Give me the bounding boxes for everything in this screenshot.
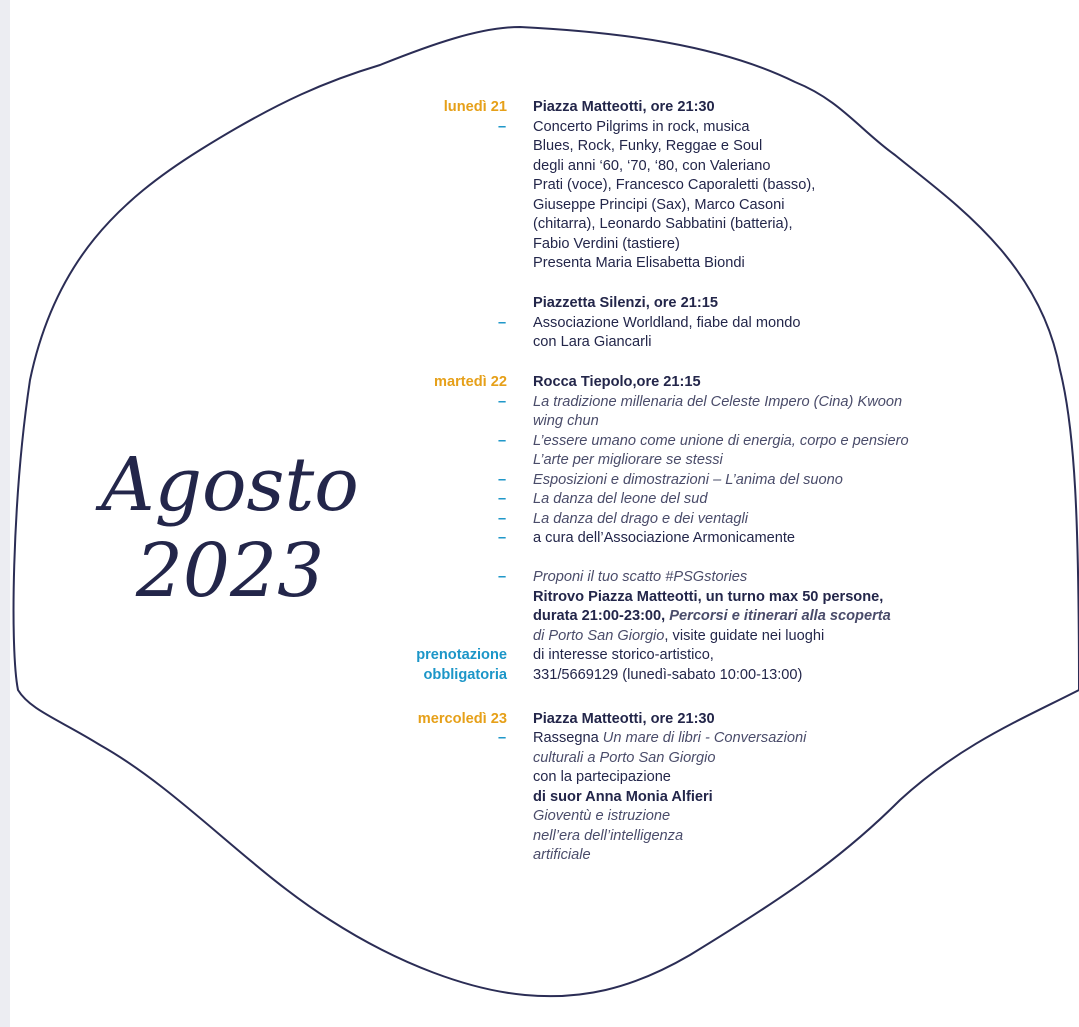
bullet-dash: – <box>498 433 507 449</box>
event-text: L’arte per migliorare se stessi <box>533 452 723 468</box>
event-text: Proponi il tuo scatto #PSGstories <box>533 569 748 585</box>
bullet-dash: – <box>498 511 507 527</box>
event-text: Associazione Worldland, fiabe dal mondo <box>533 315 801 331</box>
event-text: La danza del leone del sud <box>533 491 708 507</box>
event-text-normal: , visite guidate nei luoghi <box>664 628 825 644</box>
bullet-dash: – <box>498 491 507 507</box>
bullet-dash: – <box>498 315 507 331</box>
day-label: lunedì 21 <box>443 99 507 115</box>
event-text: di Porto San Giorgio, visite guidate nei luoghi <box>533 628 825 644</box>
bullet-dash: – <box>498 530 507 546</box>
event-text: Prati (voce), Francesco Caporaletti (basso), <box>533 177 816 193</box>
booking-note: obbligatoria <box>423 667 507 683</box>
event-text: Piazza Matteotti, ore 21:30 <box>533 711 715 727</box>
event-text: Giuseppe Principi (Sax), Marco Casoni <box>533 197 785 213</box>
event-text: wing chun <box>533 413 599 429</box>
bullet-dash: – <box>498 730 507 746</box>
event-text: Esposizioni e dimostrazioni – L’anima del suono <box>533 472 843 488</box>
event-text-italic: Un mare di libri - Conversazioni <box>598 730 807 746</box>
event-text: Concerto Pilgrims in rock, musica <box>533 119 750 135</box>
event-text: Presenta Maria Elisabetta Biondi <box>533 255 745 271</box>
event-text: L’essere umano come unione di energia, corpo e pensiero <box>533 433 909 449</box>
event-text-italic: Percorsi e itinerari alla scoperta <box>665 608 891 624</box>
event-text: con Lara Giancarli <box>533 334 652 350</box>
event-text: Piazzetta Silenzi, ore 21:15 <box>533 295 718 311</box>
title-year: 2023 <box>135 528 325 614</box>
event-text: Gioventù e istruzione <box>533 808 671 824</box>
event-text: di interesse storico-artistico, <box>533 647 714 663</box>
event-text: Rocca Tiepolo,ore 21:15 <box>533 374 701 390</box>
event-text: Rassegna Un mare di libri - Conversazioni <box>533 730 807 746</box>
booking-note: prenotazione <box>416 647 507 663</box>
event-text: durata 21:00-23:00, Percorsi e itinerari alla scoperta <box>533 608 891 624</box>
month-title <box>95 442 365 614</box>
title-month: Agosto <box>101 442 359 528</box>
event-text: a cura dell’Associazione Armonicamente <box>533 530 796 546</box>
event-text: degli anni ‘60, ‘70, ‘80, con Valeriano <box>533 158 771 174</box>
event-text: Blues, Rock, Funky, Reggae e Soul <box>533 138 763 154</box>
event-text: nell’era dell’intelligenza <box>533 828 684 844</box>
event-text: Ritrovo Piazza Matteotti, un turno max 50 persone, <box>533 589 884 605</box>
bullet-dash: – <box>498 569 507 585</box>
event-text: di suor Anna Monia Alfieri <box>533 789 713 805</box>
event-text: La danza del drago e dei ventagli <box>533 511 749 527</box>
bullet-dash: – <box>498 472 507 488</box>
event-text: artificiale <box>533 847 591 863</box>
event-text: culturali a Porto San Giorgio <box>533 750 716 766</box>
day-label: martedì 22 <box>433 374 507 390</box>
bullet-dash: – <box>498 119 507 135</box>
event-text: 331/5669129 (lunedì-sabato 10:00-13:00) <box>533 667 803 683</box>
bullet-dash: – <box>498 394 507 410</box>
event-text: con la partecipazione <box>533 769 671 785</box>
day-label: mercoledì 23 <box>417 711 507 727</box>
event-text: Fabio Verdini (tastiere) <box>533 236 680 252</box>
event-text: Piazza Matteotti, ore 21:30 <box>533 99 715 115</box>
event-text: (chitarra), Leonardo Sabbatini (batteria), <box>533 216 793 232</box>
event-text: La tradizione millenaria del Celeste Impero (Cina) Kwoon <box>533 394 903 410</box>
